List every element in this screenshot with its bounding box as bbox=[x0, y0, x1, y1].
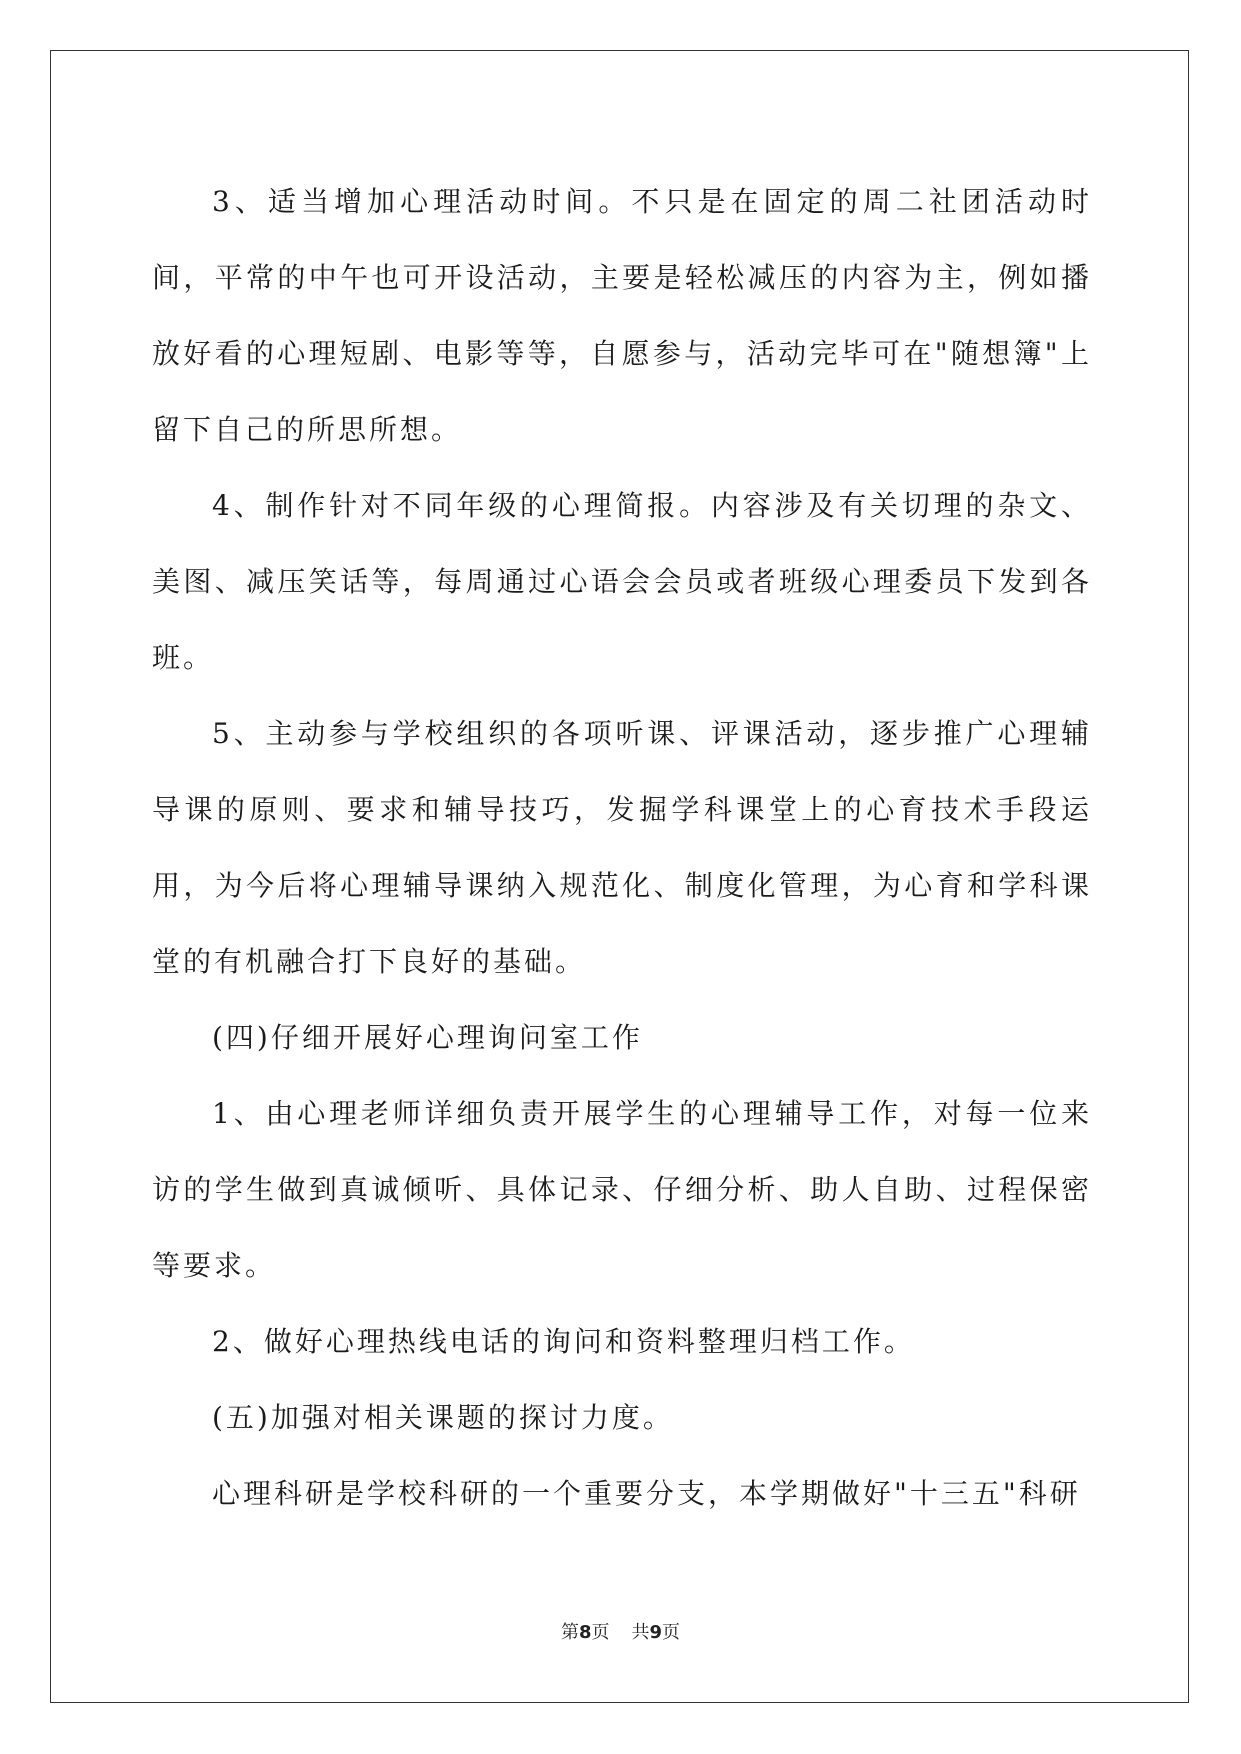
footer-prefix: 第 bbox=[560, 1622, 579, 1643]
section-heading-5: (五)加强对相关课题的探讨力度。 bbox=[212, 1401, 674, 1434]
paragraph-item-1: 1、由心理老师详细负责开展学生的心理辅导工作，对每一位来访的学生做到真诚倾听、具体记录、仔细分析、助人自助、过程保密等要求。 bbox=[152, 1097, 1092, 1282]
footer-total-suffix: 页 bbox=[662, 1622, 681, 1643]
paragraph-item-3: 3、适当增加心理活动时间。不只是在固定的周二社团活动时间，平常的中午也可开设活动，主要是轻松减压的内容为主，例如播放好看的心理短剧、电影等等，自愿参与，活动完毕可在"随想簿"上留下自己的所思所想。 bbox=[152, 185, 1092, 446]
paragraph-item-5: 5、主动参与学校组织的各项听课、评课活动，逐步推广心理辅导课的原则、要求和辅导技巧，发掘学科课堂上的心育技术手段运用，为今后将心理辅导课纳入规范化、制度化管理，为心育和学科课堂的有机融合打下良好的基础。 bbox=[152, 717, 1092, 978]
document-body bbox=[152, 164, 1092, 1532]
page-footer bbox=[0, 1618, 1241, 1644]
paragraph-item-2: 2、做好心理热线电话的询问和资料整理归档工作。 bbox=[212, 1325, 915, 1358]
section-heading-4: (四)仔细开展好心理询问室工作 bbox=[212, 1021, 643, 1054]
footer-total-prefix: 共 bbox=[631, 1622, 650, 1643]
paragraph-item-4: 4、制作针对不同年级的心理简报。内容涉及有关切理的杂文、美图、减压笑话等，每周通过心语会会员或者班级心理委员下发到各班。 bbox=[152, 489, 1092, 674]
total-page-count: 9 bbox=[649, 1622, 663, 1643]
paragraph-research: 心理科研是学校科研的一个重要分支，本学期做好"十三五"科研 bbox=[212, 1477, 1081, 1510]
current-page-number: 8 bbox=[578, 1622, 592, 1643]
footer-page-suffix: 页 bbox=[591, 1622, 610, 1643]
